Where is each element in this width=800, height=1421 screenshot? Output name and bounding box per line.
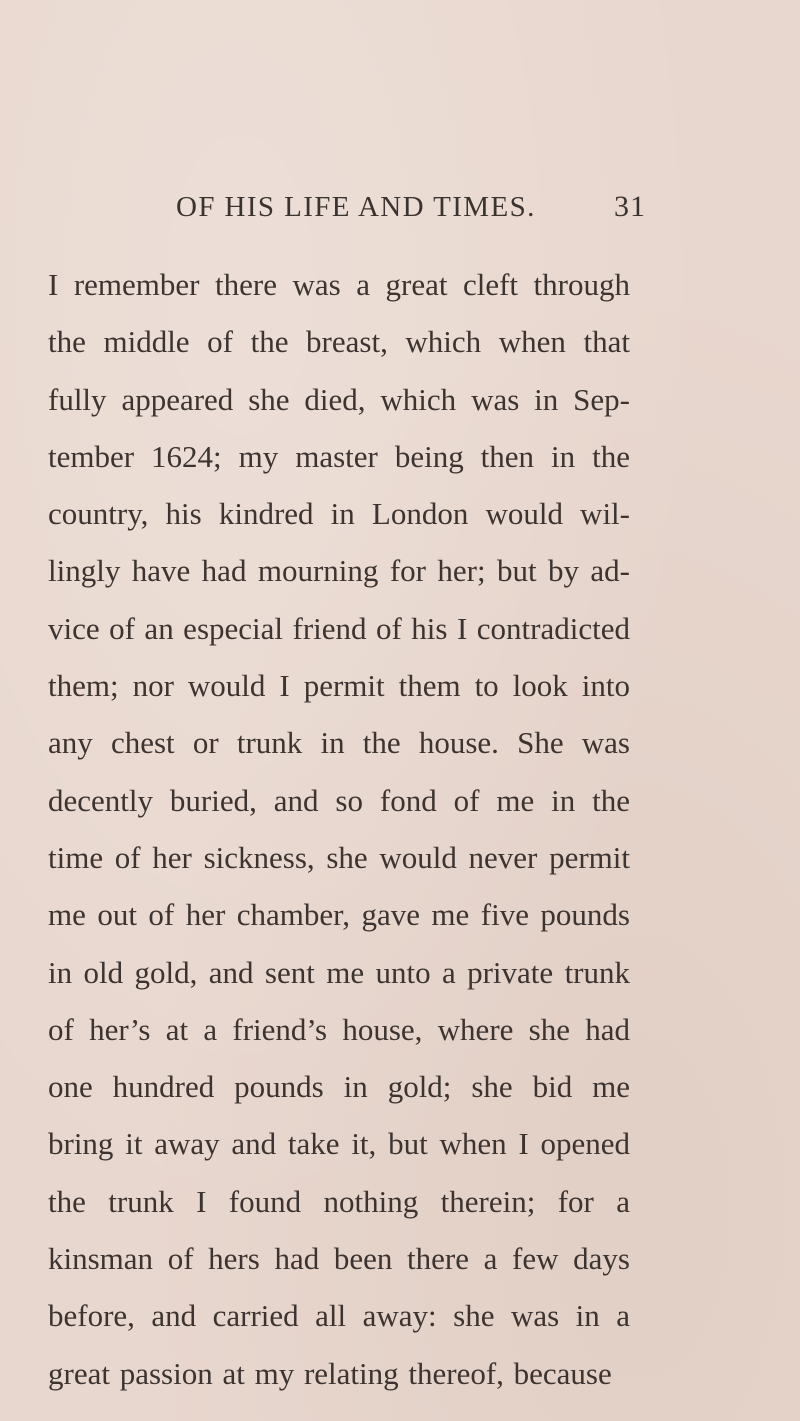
text-line: kinsman of hers had been there a few days xyxy=(48,1241,630,1277)
text-line: time of her sickness, she would never permit xyxy=(48,839,630,875)
text-line: bring it away and take it, but when I opened xyxy=(48,1126,630,1162)
text-line: any chest or trunk in the house. She was xyxy=(48,725,630,761)
page-number: 31 xyxy=(614,190,646,223)
body-paragraph xyxy=(48,256,630,1402)
text-line: vice of an especial friend of his I contradicted xyxy=(48,610,630,646)
text-line: lingly have had mourning for her; but by ad- xyxy=(48,553,630,589)
text-line: decently buried, and so fond of me in the xyxy=(48,782,630,818)
text-line: tember 1624; my master being then in the xyxy=(48,438,630,474)
running-head-title: OF HIS LIFE AND TIMES. xyxy=(176,191,536,223)
text-line: I remember there was a great cleft through xyxy=(48,267,630,302)
running-head xyxy=(176,190,650,230)
text-line: fully appeared she died, which was in Sep- xyxy=(48,381,630,417)
text-line: before, and carried all away: she was in a xyxy=(48,1298,630,1334)
text-line: them; nor would I permit them to look into xyxy=(48,668,630,704)
text-line: me out of her chamber, gave me five pounds xyxy=(48,897,630,933)
text-line: the trunk I found nothing therein; for a xyxy=(48,1183,630,1219)
text-line: great passion at my relating thereof, because xyxy=(48,1355,612,1391)
text-line: the middle of the breast, which when that xyxy=(48,324,630,360)
text-line: country, his kindred in London would wil- xyxy=(48,496,630,532)
text-line: one hundred pounds in gold; she bid me xyxy=(48,1069,630,1105)
text-line: in old gold, and sent me unto a private trunk xyxy=(48,954,630,990)
text-line: of her’s at a friend’s house, where she had xyxy=(48,1011,630,1047)
